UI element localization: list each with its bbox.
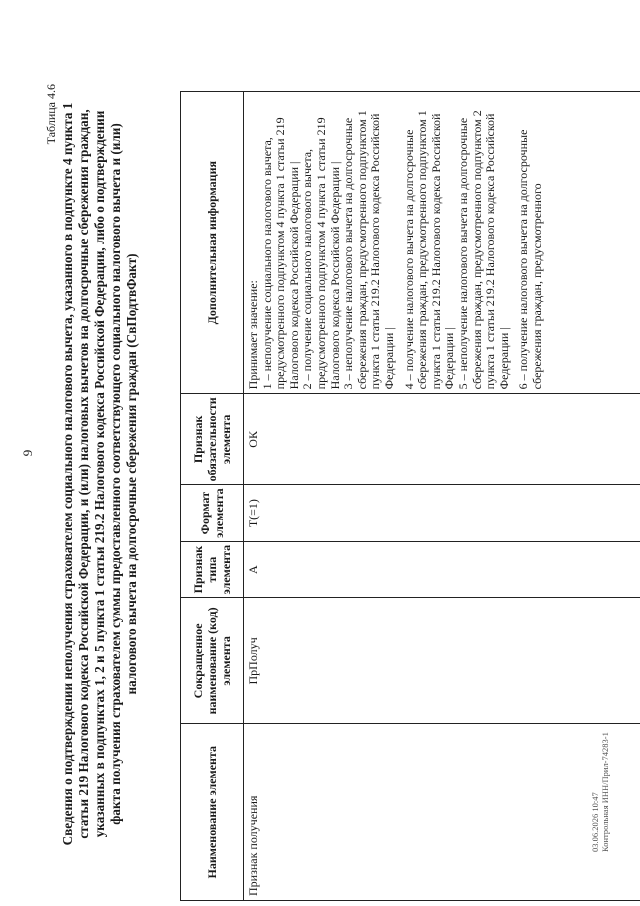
header-element-name: Наименование элемента (181, 724, 244, 901)
cell-additional-info (244, 92, 640, 394)
element-spec-table (180, 91, 640, 901)
header-element-code: Сокращенное наименование (код) элемента (181, 598, 244, 724)
header-element-required: Признак обязательности элемента (181, 394, 244, 485)
stamp-line-2: Контрольная ИНН/Прил-74283-1 (600, 732, 610, 852)
header-element-format: Формат элемента (181, 485, 244, 541)
cell-element-name: Признак получения (244, 724, 640, 901)
document-title: Сведения о подтверждении неполучения страхователем социального налогового вычета, указанного в подпункте 4 пункта 1 статьи 219 Налогового кодекса Российской Федерации, и (или) налоговых вычетов на долгосрочные сбережения граждан, указанных в подпунктах 1, 2 и 5 пункта 1 статьи 219.2 Налогового кодекса Российской Федерации, либо о подтверждении факта получения страхователем суммы предоставленного соответствующего социального налогового вычета и (или) налогового вычета на долгосрочные сбережения граждан (СвПодтвФакт) (60, 102, 139, 846)
info-value-4: 4 – получение налогового вычета на долгосрочные сбережения граждан, предусмотренного подпунктом 1 пункта 1 статьи 219.2 Налогового кодекса Российской Федерации | (401, 110, 457, 390)
registration-stamp (590, 732, 610, 852)
table-label: Таблица 4.6 (44, 84, 58, 145)
table-header-row (181, 92, 244, 901)
info-intro: Принимает значение: (246, 280, 260, 390)
cell-element-format: Т(=1) (244, 485, 640, 541)
info-value-1: 1 – неполучение социального налогового вычета, предусмотренного подпунктом 4 пункта 1 статьи 219 Налогового кодекса Российской Федерации | (259, 117, 301, 390)
header-additional-info: Дополнительная информация (181, 92, 244, 394)
stamp-line-1: 03.06.2026 10:47 (590, 792, 600, 852)
info-value-3: 3 – неполучение налогового вычета на долгосрочные сбережения граждан, предусмотренного подпунктом 1 пункта 1 статьи 219.2 Налогового кодекса Российской Федерации | (341, 110, 396, 390)
header-element-type: Признак типа элемента (181, 541, 244, 597)
page-number: 9 (20, 449, 35, 457)
cell-element-type: А (244, 541, 640, 597)
info-value-5: 5 – неполучение налогового вычета на долгосрочные сбережения граждан, предусмотренного подпунктом 2 пункта 1 статьи 219.2 Налогового кодекса Российской Федерации | (455, 110, 511, 390)
info-value-6: 6 – получение налогового вычета на долгосрочные сбережения граждан, предусмотренного (516, 129, 544, 390)
cell-element-required: ОК (244, 394, 640, 485)
info-value-2: 2 – получение социального налогового вычета, предусмотренного подпунктом 4 пункта 1 статьи 219 Налогового кодекса Российской Федерации | (300, 117, 342, 390)
cell-element-code: ПрПолуч (244, 598, 640, 724)
table-row (244, 92, 640, 901)
